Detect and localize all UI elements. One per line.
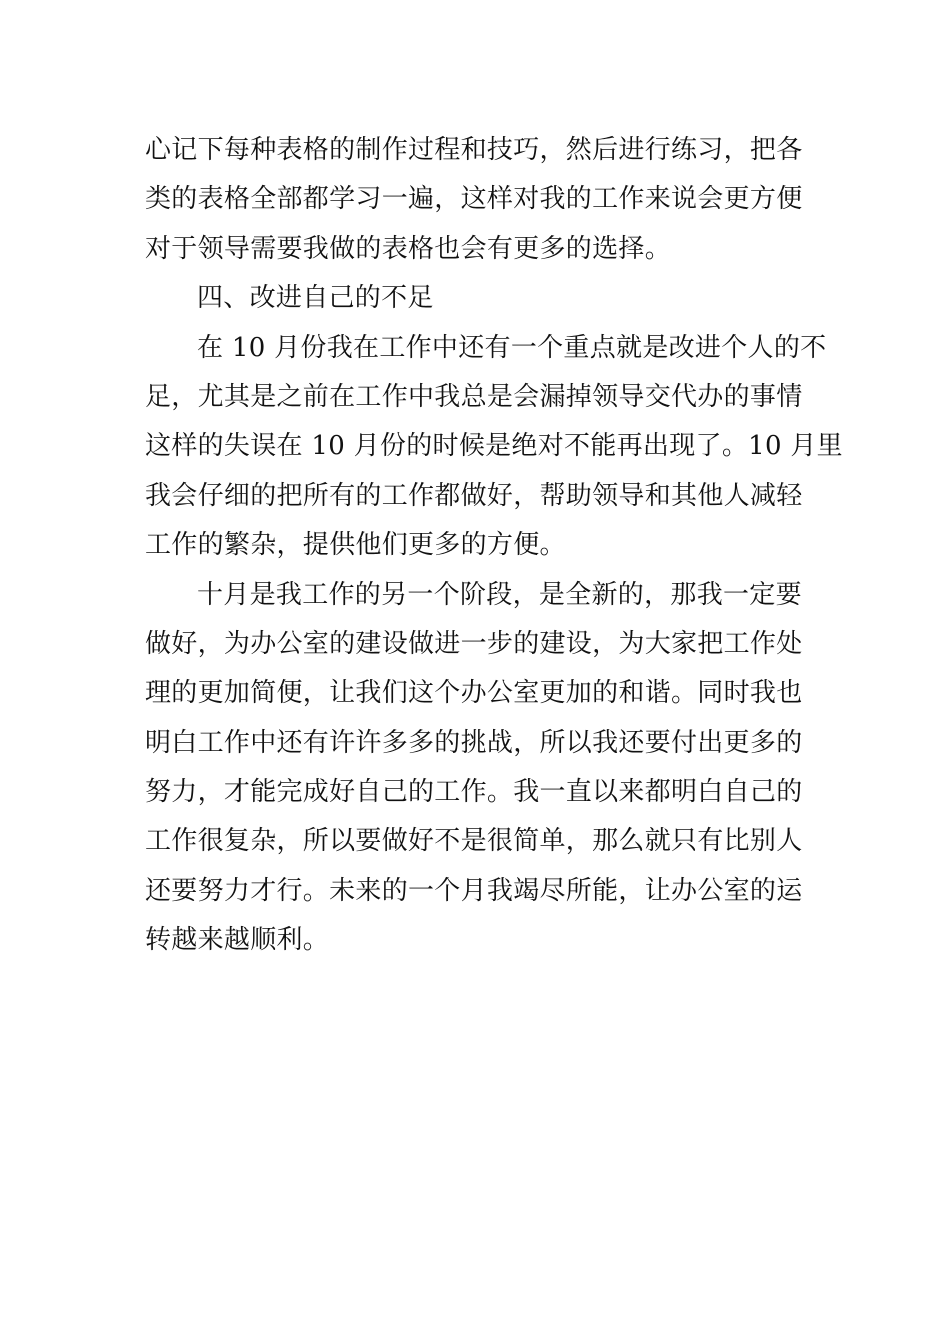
text-line: 理的更加简便，让我们这个办公室更加的和谐。同时我也 xyxy=(145,678,803,709)
text-line: 类的表格全部都学习一遍，这样对我的工作来说会更方便 xyxy=(145,184,803,215)
text-line: 心记下每种表格的制作过程和技巧，然后进行练习，把各 xyxy=(145,135,803,165)
text-line: 在 10 月份我在工作中还有一个重点就是改进个人的不 xyxy=(197,332,827,363)
text-line: 这样的失误在 10 月份的时候是绝对不能再出现了。10 月里 xyxy=(145,431,843,462)
text-line: 明白工作中还有许许多多的挑战，所以我还要付出更多的 xyxy=(145,727,803,758)
text-line: 转越来越顺利。 xyxy=(145,925,330,956)
text-line: 我会仔细的把所有的工作都做好，帮助领导和其他人减轻 xyxy=(145,480,803,511)
text-line: 工作的繁杂，提供他们更多的方便。 xyxy=(145,530,566,561)
text-line: 还要努力才行。未来的一个月我竭尽所能，让办公室的运 xyxy=(145,875,803,906)
text-line: 足，尤其是之前在工作中我总是会漏掉领导交代办的事情 xyxy=(145,381,803,412)
section-heading: 四、改进自己的不足 xyxy=(197,283,434,314)
text-line: 做好，为办公室的建设做进一步的建设，为大家把工作处 xyxy=(145,628,803,659)
text-line: 对于领导需要我做的表格也会有更多的选择。 xyxy=(145,233,672,264)
text-line: 努力，才能完成好自己的工作。我一直以来都明白自己的 xyxy=(145,777,803,808)
text-line: 十月是我工作的另一个阶段，是全新的，那我一定要 xyxy=(197,579,802,610)
body-text xyxy=(145,126,843,966)
text-line: 工作很复杂，所以要做好不是很简单，那么就只有比别人 xyxy=(145,826,803,857)
